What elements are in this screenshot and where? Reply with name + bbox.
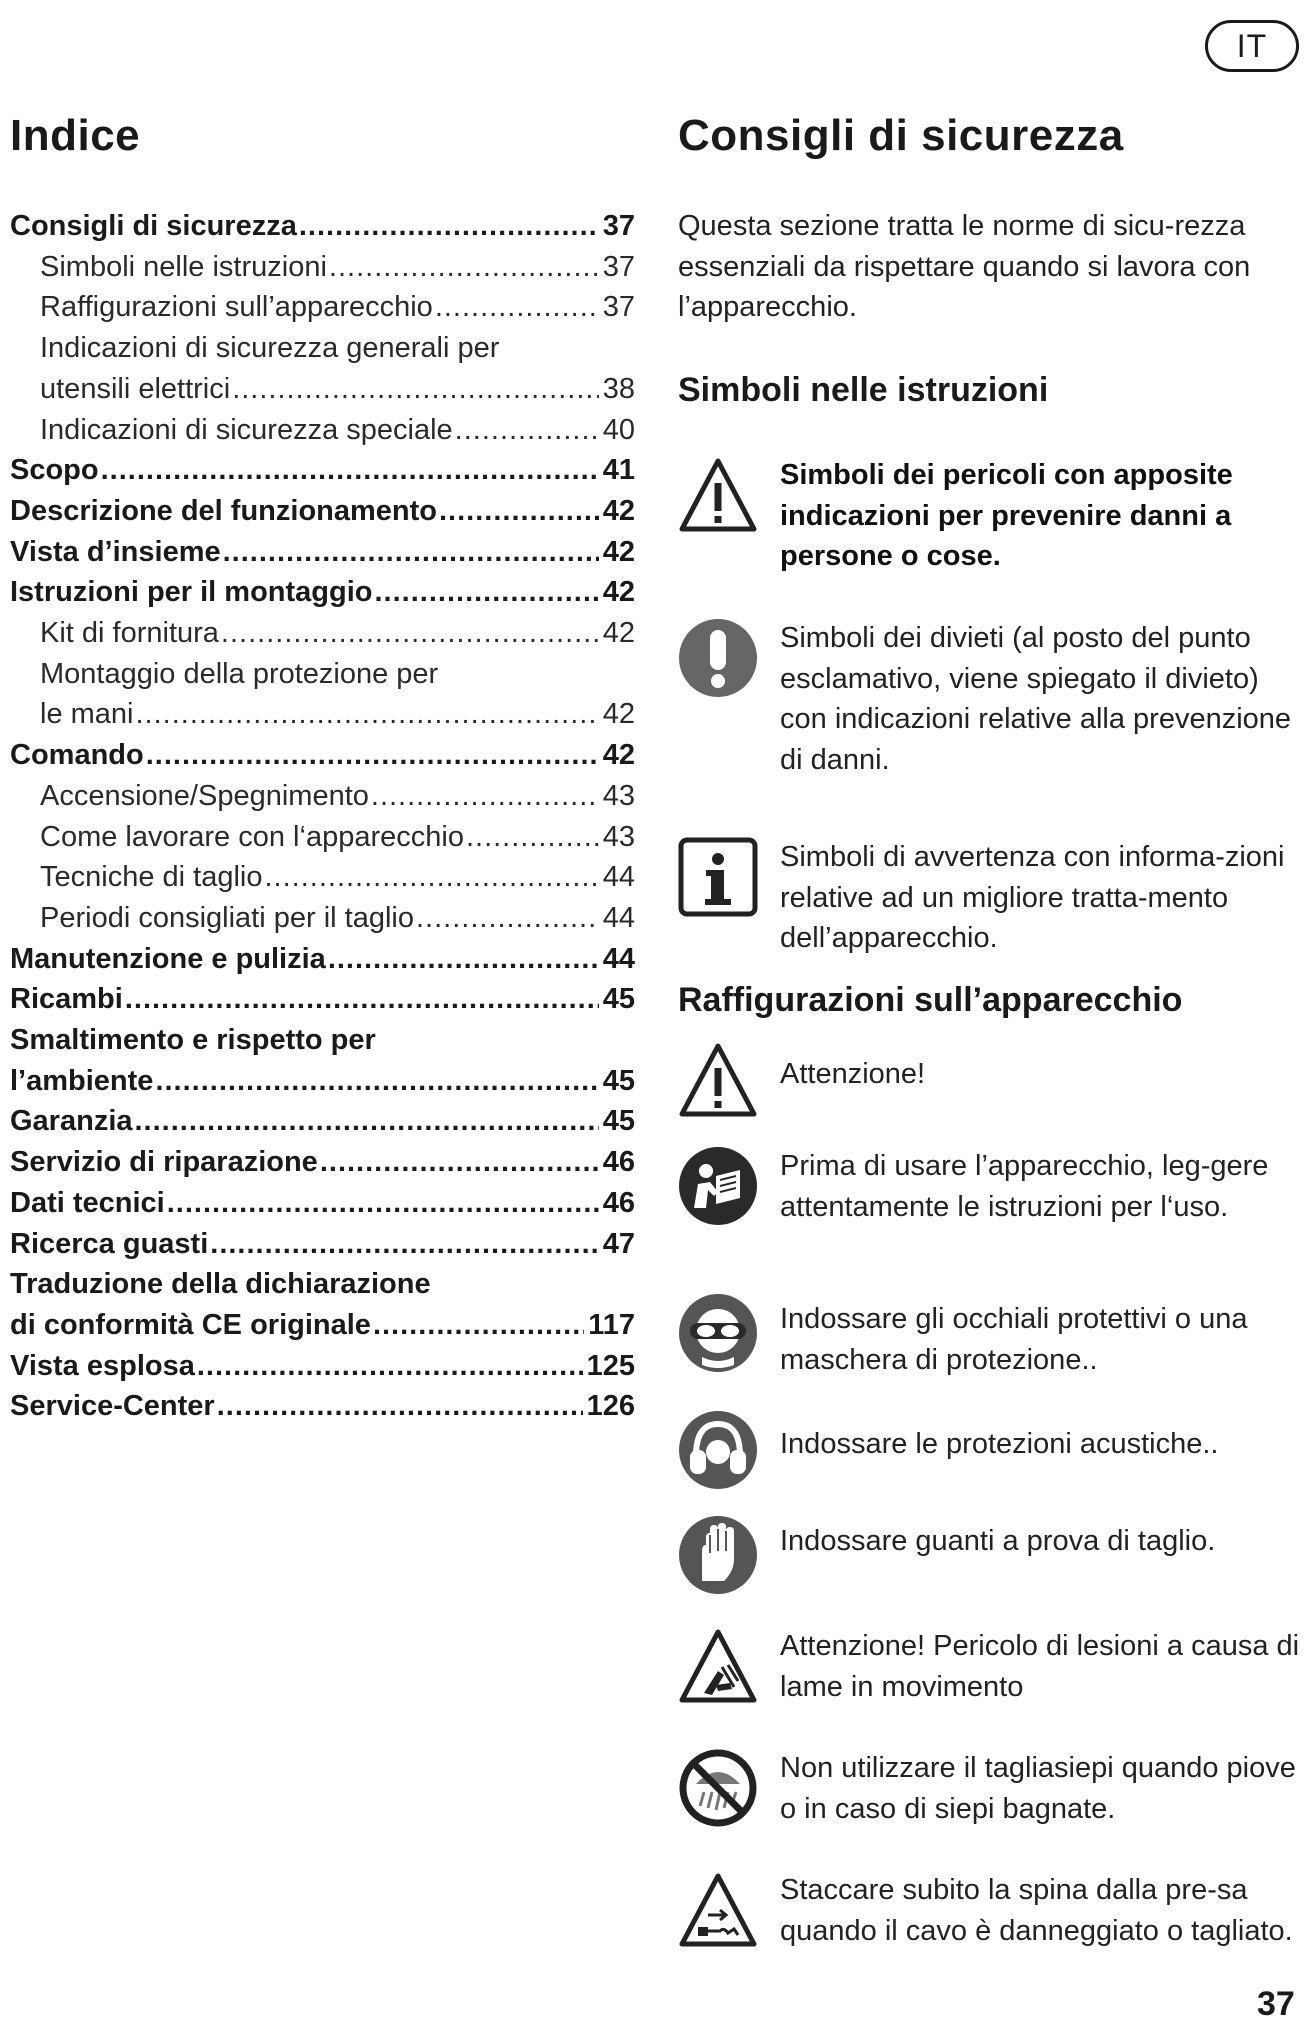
toc-item[interactable] [10,979,635,1020]
toc-item-label: Istruzioni per il montaggio [10,576,373,609]
symbol-description: Attenzione! [780,1058,926,1090]
toc-item[interactable] [10,939,635,980]
read-manual-icon [678,1146,758,1226]
toc-item-label: utensili elettrici [40,372,231,405]
toc-item[interactable] [10,491,635,532]
symbol-description: Attenzione! Pericolo di lesioni a causa di lame in movimento [780,1630,1300,1703]
toc-leader [371,776,599,817]
toc-item-page: 44 [602,861,635,894]
toc-item-page: 126 [586,1390,635,1423]
language-badge: IT [1205,20,1299,72]
toc-item[interactable] [10,1386,635,1427]
toc-item-page: 45 [602,1105,635,1138]
ear-protection-icon [678,1410,758,1490]
toc-item-label: Simboli nelle istruzioni [40,250,327,283]
toc-leader [416,898,599,939]
safety-goggles-icon [678,1293,758,1373]
safety-section [678,110,1305,1947]
toc-item[interactable] [10,410,635,451]
toc-item-page: 42 [602,698,635,731]
symbol-row [678,455,1305,577]
toc-item-label: Indicazioni di sicurezza generali per [40,332,500,365]
table-of-contents [10,110,635,1423]
toc-item-page: 125 [586,1349,635,1382]
device-symbol-row [678,1040,1305,1120]
toc-item-page: 42 [602,494,635,527]
toc-leader [223,532,599,573]
toc-list [10,206,635,1427]
device-symbol-row [678,1870,1305,1951]
toc-leader [439,491,599,532]
toc-item[interactable] [10,1142,635,1183]
toc-item-label: Montaggio della protezione per [40,657,439,690]
toc-leader [125,979,599,1020]
device-symbol-row [678,1626,1305,1707]
toc-leader [264,857,598,898]
toc-item[interactable] [10,776,635,817]
toc-leader [167,1183,599,1224]
device-symbol-row [678,1748,1305,1829]
unplug-damaged-cable-icon [678,1870,758,1950]
toc-leader [197,1346,583,1387]
toc-leader [217,1386,583,1427]
toc-item-page: 43 [602,779,635,812]
toc-item-label: Vista d’insieme [10,535,221,568]
toc-item[interactable] [10,1264,635,1305]
toc-item-label: Comando [10,739,144,772]
toc-item-page: 38 [602,372,635,405]
toc-item-page: 43 [602,820,635,853]
toc-item-page: 45 [602,1064,635,1097]
toc-item-page: 42 [602,617,635,650]
device-symbols-heading: Raffigurazioni sull’apparecchio [678,981,1183,1019]
page-number: 37 [1257,1985,1295,2023]
toc-item-label: Vista esplosa [10,1349,195,1382]
blade-hazard-icon [678,1626,758,1706]
toc-item[interactable] [10,1224,635,1265]
toc-item[interactable] [10,369,635,410]
toc-item-label: Service-Center [10,1390,215,1423]
toc-leader [375,572,599,613]
toc-item-page: 42 [602,535,635,568]
toc-item-label: Traduzione della dichiarazione [10,1268,431,1301]
protective-gloves-icon [678,1515,758,1595]
toc-title: Indice [10,111,141,160]
toc-item-label: Accensione/Spegnimento [40,779,369,812]
toc-item[interactable] [10,1183,635,1224]
symbol-description: Indossare le protezioni acustiche.. [780,1428,1219,1460]
toc-item[interactable] [10,1346,635,1387]
toc-item-label: le mani [40,698,134,731]
toc-item-label: Descrizione del funzionamento [10,494,437,527]
toc-item[interactable] [10,532,635,573]
toc-leader [329,247,599,288]
toc-item-label: di conformità CE originale [10,1308,371,1341]
toc-item-page: 46 [602,1146,635,1179]
warning-triangle-icon [678,455,758,535]
toc-item-label: l’ambiente [10,1064,154,1097]
toc-leader [299,206,599,247]
toc-item-page: 40 [602,413,635,446]
symbol-description: Non utilizzare il tagliasiepi quando piove o in caso di siepi bagnate. [780,1752,1296,1825]
toc-item-label: Tecniche di taglio [40,861,263,894]
toc-leader [435,287,599,328]
toc-item[interactable] [10,1101,635,1142]
toc-item[interactable] [10,287,635,328]
toc-item-page: 37 [602,210,635,242]
device-symbol-row [678,1293,1305,1380]
toc-item-page: 44 [602,942,635,975]
device-symbol-row [678,1410,1305,1490]
toc-item-label: Raffigurazioni sull’apparecchio [40,291,433,324]
toc-item-label: Indicazioni di sicurezza speciale [40,413,453,446]
symbol-description: Indossare gli occhiali protettivi o una maschera di protezione.. [780,1303,1248,1376]
toc-item-page: 42 [602,576,635,609]
device-symbol-row [678,1515,1305,1595]
toc-item[interactable] [10,572,635,613]
toc-leader [373,1305,584,1346]
device-symbol-row [678,1146,1305,1227]
toc-item[interactable] [10,450,635,491]
symbol-row [678,618,1305,781]
toc-item[interactable] [10,817,635,858]
symbol-description: Prima di usare l’apparecchio, leg-gere attentamente le istruzioni per l‘uso. [780,1150,1269,1223]
toc-leader [135,1101,599,1142]
toc-item[interactable] [10,613,635,654]
toc-leader [320,1142,599,1183]
toc-item[interactable] [10,247,635,288]
symbol-description: Simboli dei divieti (al posto del punto esclamativo, viene spiegato il divieto) con indicazioni relative alla prevenzione di danni. [780,622,1292,777]
toc-item-label: Servizio di riparazione [10,1146,318,1179]
symbol-row [678,837,1305,959]
toc-item-page: 47 [602,1227,635,1260]
toc-leader [155,1061,598,1102]
toc-item-page: 42 [602,739,635,772]
safety-title: Consigli di sicurezza [678,111,1124,160]
toc-leader [232,369,599,410]
toc-item[interactable] [10,694,635,735]
toc-leader [455,410,599,451]
toc-item-label: Periodi consigliati per il taglio [40,901,414,934]
no-rain-icon [678,1748,758,1828]
warning-triangle-icon [678,1040,758,1120]
toc-item-label: Scopo [10,454,99,487]
toc-item-page: 117 [588,1308,635,1341]
toc-leader [210,1224,598,1265]
toc-item-label: Garanzia [10,1105,133,1138]
toc-leader [221,613,599,654]
toc-item-label: Ricambi [10,983,123,1016]
toc-item-label: Dati tecnici [10,1186,165,1219]
toc-item-page: 37 [602,250,635,283]
toc-item-page: 41 [602,454,635,487]
info-box-icon [678,837,758,917]
toc-item[interactable] [10,1061,635,1102]
toc-leader [101,450,599,491]
toc-item[interactable] [10,1305,635,1346]
toc-item-page: 46 [602,1186,635,1219]
toc-item[interactable] [10,898,635,939]
toc-item-label: Smaltimento e rispetto per [10,1024,376,1057]
toc-item[interactable] [10,1020,635,1061]
toc-leader [146,735,599,776]
symbol-description: Simboli dei pericoli con apposite indicazioni per prevenire danni a persone o cose. [780,459,1233,573]
toc-leader [328,939,599,980]
toc-item-page: 44 [602,901,635,934]
toc-item[interactable] [10,206,635,247]
toc-item[interactable] [10,735,635,776]
toc-item-page: 37 [602,291,635,324]
safety-intro: Questa sezione tratta le norme di sicu-rezza essenziali da rispettare quando si lavora con l’apparecchio. [678,210,1251,324]
toc-leader [466,817,599,858]
toc-item-label: Kit di fornitura [40,617,219,650]
toc-item-label: Consigli di sicurezza [10,210,297,242]
exclamation-circle-icon [678,618,758,698]
toc-item-label: Ricerca guasti [10,1227,209,1260]
symbol-description: Indossare guanti a prova di taglio. [780,1525,1216,1557]
toc-leader [136,694,599,735]
symbols-heading: Simboli nelle istruzioni [678,371,1049,409]
symbol-description: Simboli di avvertenza con informa-zioni relative ad un migliore tratta-mento dell’apparecchio. [780,841,1285,955]
toc-item[interactable] [10,857,635,898]
toc-item-label: Come lavorare con l‘apparecchio [40,820,464,853]
toc-item[interactable] [10,328,635,369]
toc-item-label: Manutenzione e pulizia [10,942,326,975]
symbol-description: Staccare subito la spina dalla pre-sa quando il cavo è danneggiato o tagliato. [780,1874,1293,1947]
toc-item-page: 45 [602,983,635,1016]
toc-item[interactable] [10,654,635,695]
